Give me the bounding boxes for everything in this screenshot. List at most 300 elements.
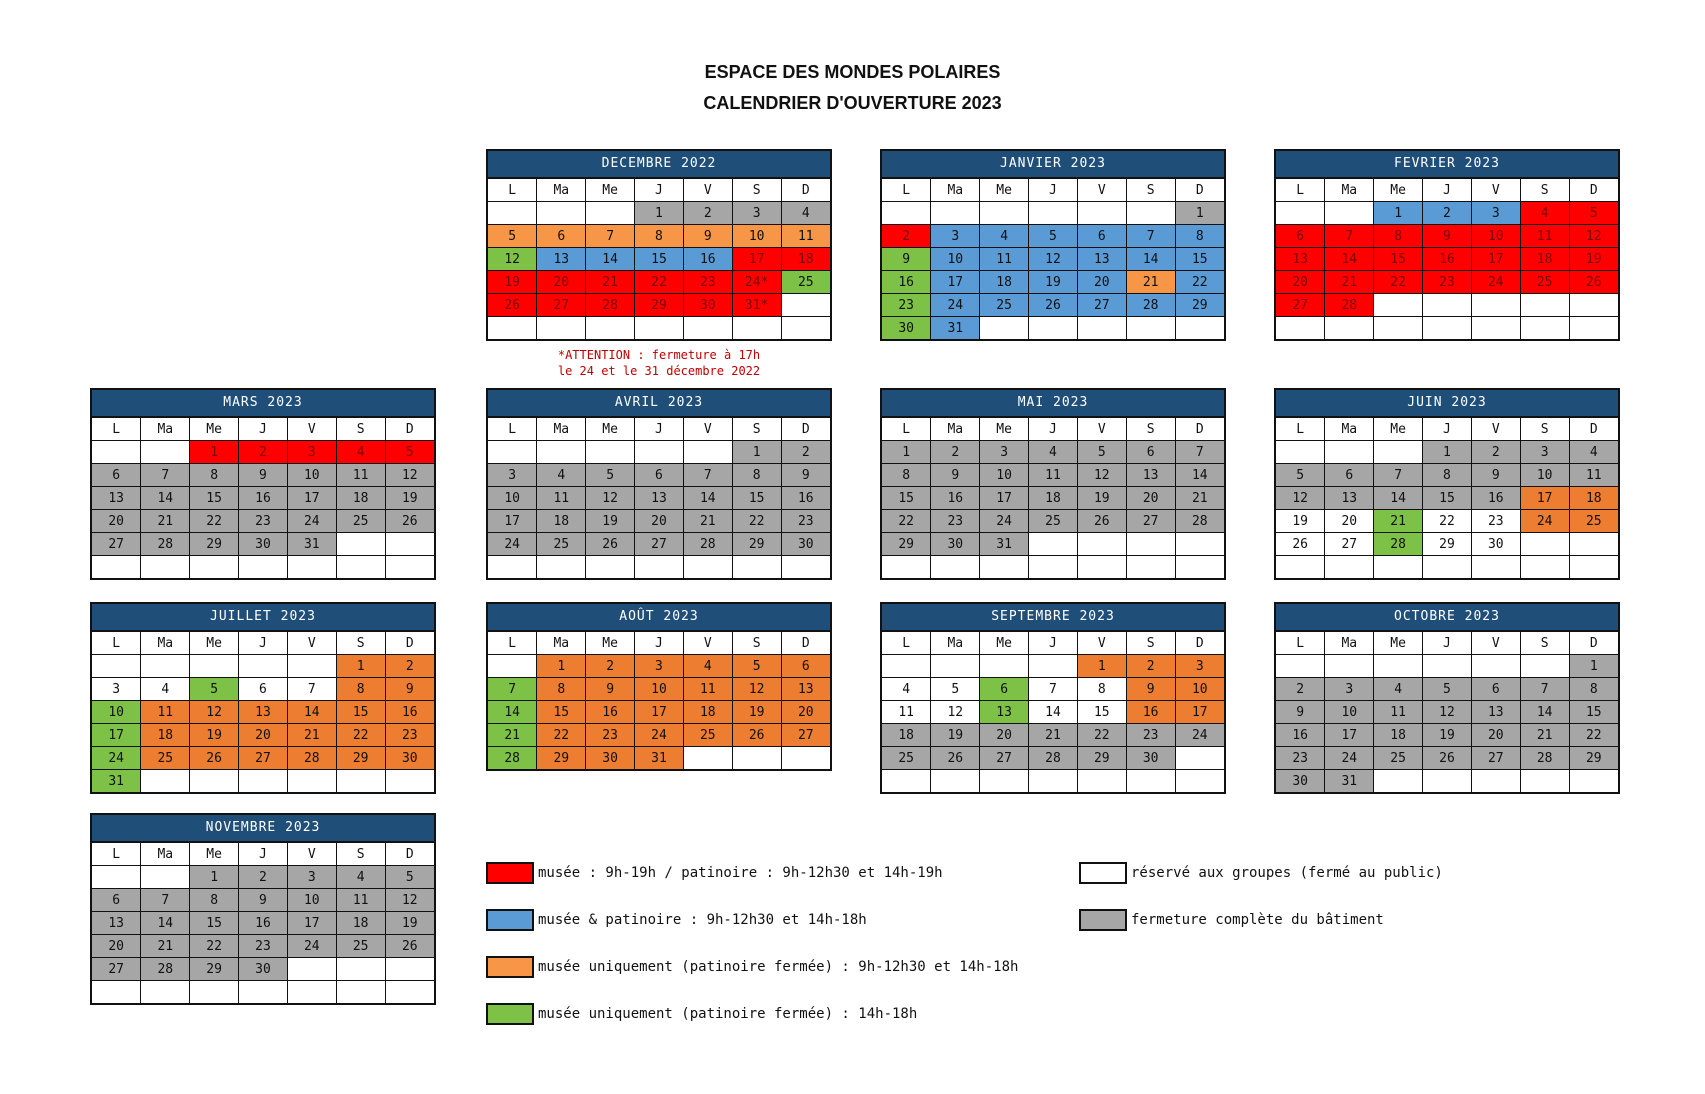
- empty-cell: [1520, 770, 1569, 793]
- weekday-label: Me: [190, 632, 239, 655]
- empty-cell: [980, 655, 1029, 678]
- calendar-table: [488, 179, 830, 339]
- empty-cell: [239, 770, 288, 793]
- weekday-label: Me: [1374, 632, 1423, 655]
- empty-cell: [1029, 533, 1078, 556]
- empty-cell: [1374, 441, 1423, 464]
- day-cell: 23: [1126, 724, 1175, 747]
- weekday-label: Ma: [537, 632, 586, 655]
- week-row: [1276, 724, 1618, 747]
- weekday-label: L: [92, 843, 141, 866]
- empty-cell: [635, 556, 684, 579]
- day-cell: 20: [1276, 271, 1325, 294]
- day-cell: 2: [882, 225, 931, 248]
- day-cell: 26: [586, 533, 635, 556]
- day-cell: 25: [1029, 510, 1078, 533]
- empty-cell: [683, 747, 732, 770]
- day-cell: 1: [190, 866, 239, 889]
- day-cell: 29: [1077, 747, 1126, 770]
- weekday-label: V: [1471, 632, 1520, 655]
- day-cell: 20: [1126, 487, 1175, 510]
- day-cell: 16: [1126, 701, 1175, 724]
- day-cell: 18: [683, 701, 732, 724]
- weekday-label: S: [336, 632, 385, 655]
- day-cell: 10: [488, 487, 537, 510]
- calendar-month-title: MARS 2023: [92, 390, 434, 418]
- weekday-label: Me: [190, 843, 239, 866]
- weekday-label: L: [92, 632, 141, 655]
- day-cell: 22: [537, 724, 586, 747]
- day-cell: 21: [683, 510, 732, 533]
- day-cell: 3: [980, 441, 1029, 464]
- day-cell: 2: [385, 655, 434, 678]
- week-row: [92, 912, 434, 935]
- day-cell: 29: [190, 958, 239, 981]
- day-cell: 17: [931, 271, 980, 294]
- weekday-label: J: [1423, 179, 1472, 202]
- calendar-month-title: FEVRIER 2023: [1276, 151, 1618, 179]
- empty-cell: [385, 556, 434, 579]
- day-cell: 13: [781, 678, 830, 701]
- day-cell: 14: [1520, 701, 1569, 724]
- day-cell: 5: [586, 464, 635, 487]
- day-cell: 27: [537, 294, 586, 317]
- day-cell: 19: [385, 912, 434, 935]
- day-cell: 17: [732, 248, 781, 271]
- day-cell: 11: [1569, 464, 1618, 487]
- day-cell: 14: [287, 701, 336, 724]
- day-cell: 31*: [732, 294, 781, 317]
- day-cell: 1: [882, 441, 931, 464]
- day-cell: 18: [980, 271, 1029, 294]
- week-row: [488, 294, 830, 317]
- day-cell: 22: [635, 271, 684, 294]
- week-row: [488, 701, 830, 724]
- calendar-jan-2023: [880, 149, 1226, 341]
- weekday-label: Ma: [1325, 179, 1374, 202]
- day-cell: 28: [141, 533, 190, 556]
- week-row: [882, 317, 1224, 340]
- day-cell: 18: [141, 724, 190, 747]
- empty-cell: [1325, 441, 1374, 464]
- weekday-label: S: [1126, 632, 1175, 655]
- empty-cell: [882, 655, 931, 678]
- day-cell: 20: [980, 724, 1029, 747]
- day-cell: 4: [1520, 202, 1569, 225]
- empty-cell: [92, 655, 141, 678]
- week-row: [488, 510, 830, 533]
- week-row: [882, 487, 1224, 510]
- day-cell: 21: [1175, 487, 1224, 510]
- day-cell: 11: [537, 487, 586, 510]
- empty-cell: [336, 770, 385, 793]
- day-cell: 26: [190, 747, 239, 770]
- week-row: [882, 271, 1224, 294]
- weekday-label: Me: [980, 418, 1029, 441]
- weekday-label: J: [1029, 418, 1078, 441]
- day-cell: 21: [1374, 510, 1423, 533]
- weekday-header-row: [92, 632, 434, 655]
- day-cell: 12: [1077, 464, 1126, 487]
- weekday-label: S: [336, 418, 385, 441]
- day-cell: 4: [882, 678, 931, 701]
- calendar-month-title: MAI 2023: [882, 390, 1224, 418]
- weekday-label: J: [1423, 632, 1472, 655]
- day-cell: 3: [488, 464, 537, 487]
- day-cell: 2: [931, 441, 980, 464]
- empty-cell: [931, 770, 980, 793]
- day-cell: 15: [882, 487, 931, 510]
- day-cell: 26: [931, 747, 980, 770]
- day-cell: 22: [1569, 724, 1618, 747]
- day-cell: 17: [287, 487, 336, 510]
- day-cell: 24: [1325, 747, 1374, 770]
- day-cell: 2: [1126, 655, 1175, 678]
- week-row: [92, 487, 434, 510]
- day-cell: 29: [1569, 747, 1618, 770]
- day-cell: 19: [488, 271, 537, 294]
- empty-cell: [683, 441, 732, 464]
- day-cell: 6: [239, 678, 288, 701]
- empty-cell: [1077, 533, 1126, 556]
- week-row: [882, 533, 1224, 556]
- day-cell: 30: [1276, 770, 1325, 793]
- calendar-table: [1276, 632, 1618, 792]
- empty-cell: [882, 556, 931, 579]
- day-cell: 1: [1423, 441, 1472, 464]
- day-cell: 1: [1175, 202, 1224, 225]
- empty-cell: [931, 655, 980, 678]
- day-cell: 28: [287, 747, 336, 770]
- day-cell: 13: [1325, 487, 1374, 510]
- empty-cell: [239, 981, 288, 1004]
- day-cell: 15: [190, 912, 239, 935]
- weekday-label: V: [683, 179, 732, 202]
- empty-cell: [732, 317, 781, 340]
- day-cell: 16: [385, 701, 434, 724]
- empty-cell: [141, 770, 190, 793]
- day-cell: 28: [1126, 294, 1175, 317]
- day-cell: 31: [980, 533, 1029, 556]
- legend-item-grey: [1079, 909, 1384, 931]
- week-row: [488, 202, 830, 225]
- page-subtitle: CALENDRIER D'OUVERTURE 2023: [703, 93, 1002, 113]
- empty-cell: [980, 770, 1029, 793]
- weekday-header-row: [1276, 632, 1618, 655]
- empty-cell: [1520, 294, 1569, 317]
- empty-cell: [385, 770, 434, 793]
- weekday-header-row: [882, 418, 1224, 441]
- day-cell: 10: [1175, 678, 1224, 701]
- empty-cell: [586, 317, 635, 340]
- weekday-label: V: [1471, 418, 1520, 441]
- day-cell: 3: [92, 678, 141, 701]
- weekday-label: D: [1569, 179, 1618, 202]
- calendar-month-title: NOVEMBRE 2023: [92, 815, 434, 843]
- day-cell: 29: [1175, 294, 1224, 317]
- day-cell: 4: [1569, 441, 1618, 464]
- week-row: [92, 655, 434, 678]
- day-cell: 6: [1471, 678, 1520, 701]
- day-cell: 18: [537, 510, 586, 533]
- week-row: [1276, 770, 1618, 793]
- empty-cell: [287, 770, 336, 793]
- week-row: [488, 678, 830, 701]
- weekday-label: D: [385, 418, 434, 441]
- weekday-label: J: [635, 418, 684, 441]
- empty-cell: [287, 958, 336, 981]
- day-cell: 14: [683, 487, 732, 510]
- day-cell: 14: [1325, 248, 1374, 271]
- day-cell: 9: [781, 464, 830, 487]
- day-cell: 9: [1276, 701, 1325, 724]
- day-cell: 16: [781, 487, 830, 510]
- day-cell: 14: [1029, 701, 1078, 724]
- day-cell: 30: [1126, 747, 1175, 770]
- day-cell: 26: [732, 724, 781, 747]
- day-cell: 13: [635, 487, 684, 510]
- calendar-month-title: DECEMBRE 2022: [488, 151, 830, 179]
- day-cell: 6: [1276, 225, 1325, 248]
- day-cell: 6: [635, 464, 684, 487]
- day-cell: 1: [1374, 202, 1423, 225]
- week-row: [882, 202, 1224, 225]
- day-cell: 20: [1077, 271, 1126, 294]
- calendar-table: [882, 632, 1224, 792]
- calendar-apr-2023: [486, 388, 832, 580]
- empty-cell: [683, 317, 732, 340]
- empty-cell: [586, 441, 635, 464]
- weekday-label: D: [1175, 632, 1224, 655]
- empty-cell: [1077, 556, 1126, 579]
- day-cell: 25: [882, 747, 931, 770]
- legend-label-white: réservé aux groupes (fermé au public): [1131, 865, 1443, 881]
- day-cell: 24: [287, 935, 336, 958]
- day-cell: 1: [732, 441, 781, 464]
- day-cell: 15: [190, 487, 239, 510]
- day-cell: 12: [488, 248, 537, 271]
- day-cell: 16: [1276, 724, 1325, 747]
- empty-cell: [1569, 533, 1618, 556]
- week-row: [92, 889, 434, 912]
- day-cell: 8: [1374, 225, 1423, 248]
- day-cell: 6: [1077, 225, 1126, 248]
- empty-cell: [537, 441, 586, 464]
- empty-cell: [92, 441, 141, 464]
- week-row: [92, 678, 434, 701]
- day-cell: 31: [1325, 770, 1374, 793]
- weekday-label: V: [287, 418, 336, 441]
- day-cell: 15: [1175, 248, 1224, 271]
- weekday-label: V: [287, 632, 336, 655]
- day-cell: 9: [239, 889, 288, 912]
- weekday-header-row: [882, 632, 1224, 655]
- day-cell: 14: [1175, 464, 1224, 487]
- week-row: [488, 248, 830, 271]
- day-cell: 19: [586, 510, 635, 533]
- empty-cell: [683, 556, 732, 579]
- day-cell: 3: [931, 225, 980, 248]
- empty-cell: [287, 981, 336, 1004]
- day-cell: 12: [1276, 487, 1325, 510]
- day-cell: 4: [683, 655, 732, 678]
- day-cell: 2: [1471, 441, 1520, 464]
- day-cell: 20: [635, 510, 684, 533]
- empty-cell: [1276, 556, 1325, 579]
- day-cell: 10: [931, 248, 980, 271]
- day-cell: 21: [1325, 271, 1374, 294]
- weekday-label: S: [1126, 418, 1175, 441]
- day-cell: 5: [1029, 225, 1078, 248]
- empty-cell: [1126, 770, 1175, 793]
- empty-cell: [635, 441, 684, 464]
- day-cell: 31: [635, 747, 684, 770]
- weekday-label: L: [488, 418, 537, 441]
- weekday-label: J: [239, 843, 288, 866]
- day-cell: 5: [1569, 202, 1618, 225]
- day-cell: 13: [980, 701, 1029, 724]
- week-row: [92, 510, 434, 533]
- day-cell: 20: [537, 271, 586, 294]
- empty-cell: [141, 441, 190, 464]
- legend-swatch-blue: [486, 909, 534, 931]
- day-cell: 14: [1126, 248, 1175, 271]
- day-cell: 30: [1471, 533, 1520, 556]
- day-cell: 30: [586, 747, 635, 770]
- day-cell: 11: [1520, 225, 1569, 248]
- day-cell: 25: [141, 747, 190, 770]
- week-row: [488, 271, 830, 294]
- legend-label-grey: fermeture complète du bâtiment: [1131, 912, 1384, 928]
- empty-cell: [141, 655, 190, 678]
- day-cell: 13: [92, 912, 141, 935]
- day-cell: 20: [92, 935, 141, 958]
- day-cell: 16: [931, 487, 980, 510]
- day-cell: 12: [1569, 225, 1618, 248]
- empty-cell: [1374, 294, 1423, 317]
- empty-cell: [1374, 655, 1423, 678]
- weekday-label: V: [1077, 179, 1126, 202]
- day-cell: 19: [1077, 487, 1126, 510]
- empty-cell: [190, 981, 239, 1004]
- day-cell: 17: [1520, 487, 1569, 510]
- day-cell: 16: [1471, 487, 1520, 510]
- day-cell: 19: [1423, 724, 1472, 747]
- weekday-label: D: [385, 632, 434, 655]
- calendar-table: [1276, 179, 1618, 339]
- week-row: [1276, 510, 1618, 533]
- day-cell: 11: [336, 889, 385, 912]
- weekday-label: V: [683, 418, 732, 441]
- day-cell: 24: [287, 510, 336, 533]
- day-cell: 2: [781, 441, 830, 464]
- day-cell: 11: [1374, 701, 1423, 724]
- day-cell: 21: [488, 724, 537, 747]
- day-cell: 21: [141, 510, 190, 533]
- empty-cell: [882, 202, 931, 225]
- day-cell: 24: [1520, 510, 1569, 533]
- day-cell: 26: [1423, 747, 1472, 770]
- day-cell: 20: [92, 510, 141, 533]
- week-row: [92, 441, 434, 464]
- empty-cell: [141, 866, 190, 889]
- day-cell: 28: [683, 533, 732, 556]
- calendar-table: [488, 632, 830, 769]
- week-row: [882, 510, 1224, 533]
- calendar-dec-2022: [486, 149, 832, 341]
- empty-cell: [1423, 317, 1472, 340]
- day-cell: 24: [488, 533, 537, 556]
- day-cell: 9: [1423, 225, 1472, 248]
- empty-cell: [336, 533, 385, 556]
- day-cell: 25: [1374, 747, 1423, 770]
- weekday-label: Ma: [931, 418, 980, 441]
- day-cell: 2: [1276, 678, 1325, 701]
- day-cell: 10: [1471, 225, 1520, 248]
- calendar-jun-2023: [1274, 388, 1620, 580]
- day-cell: 8: [190, 464, 239, 487]
- day-cell: 9: [931, 464, 980, 487]
- empty-cell: [1029, 556, 1078, 579]
- day-cell: 9: [239, 464, 288, 487]
- day-cell: 8: [336, 678, 385, 701]
- day-cell: 13: [537, 248, 586, 271]
- weekday-header-row: [1276, 179, 1618, 202]
- day-cell: 27: [1126, 510, 1175, 533]
- empty-cell: [488, 655, 537, 678]
- calendar-feb-2023: [1274, 149, 1620, 341]
- week-row: [882, 294, 1224, 317]
- empty-cell: [239, 655, 288, 678]
- week-row: [92, 958, 434, 981]
- day-cell: 12: [586, 487, 635, 510]
- day-cell: 11: [882, 701, 931, 724]
- day-cell: 4: [781, 202, 830, 225]
- empty-cell: [1175, 747, 1224, 770]
- empty-cell: [287, 655, 336, 678]
- empty-cell: [781, 556, 830, 579]
- day-cell: 26: [488, 294, 537, 317]
- day-cell: 23: [781, 510, 830, 533]
- empty-cell: [1175, 556, 1224, 579]
- day-cell: 7: [141, 889, 190, 912]
- empty-cell: [980, 202, 1029, 225]
- empty-cell: [732, 747, 781, 770]
- day-cell: 28: [1175, 510, 1224, 533]
- day-cell: 1: [1569, 655, 1618, 678]
- week-row: [488, 747, 830, 770]
- day-cell: 23: [882, 294, 931, 317]
- calendar-table: [1276, 418, 1618, 578]
- week-row: [488, 556, 830, 579]
- day-cell: 21: [586, 271, 635, 294]
- empty-cell: [1374, 556, 1423, 579]
- day-cell: 29: [537, 747, 586, 770]
- weekday-label: D: [1175, 418, 1224, 441]
- day-cell: 27: [781, 724, 830, 747]
- day-cell: 23: [586, 724, 635, 747]
- empty-cell: [1471, 294, 1520, 317]
- day-cell: 15: [537, 701, 586, 724]
- weekday-label: D: [1175, 179, 1224, 202]
- day-cell: 18: [1569, 487, 1618, 510]
- day-cell: 29: [336, 747, 385, 770]
- empty-cell: [488, 317, 537, 340]
- day-cell: 25: [537, 533, 586, 556]
- day-cell: 17: [980, 487, 1029, 510]
- day-cell: 27: [1471, 747, 1520, 770]
- day-cell: 4: [1029, 441, 1078, 464]
